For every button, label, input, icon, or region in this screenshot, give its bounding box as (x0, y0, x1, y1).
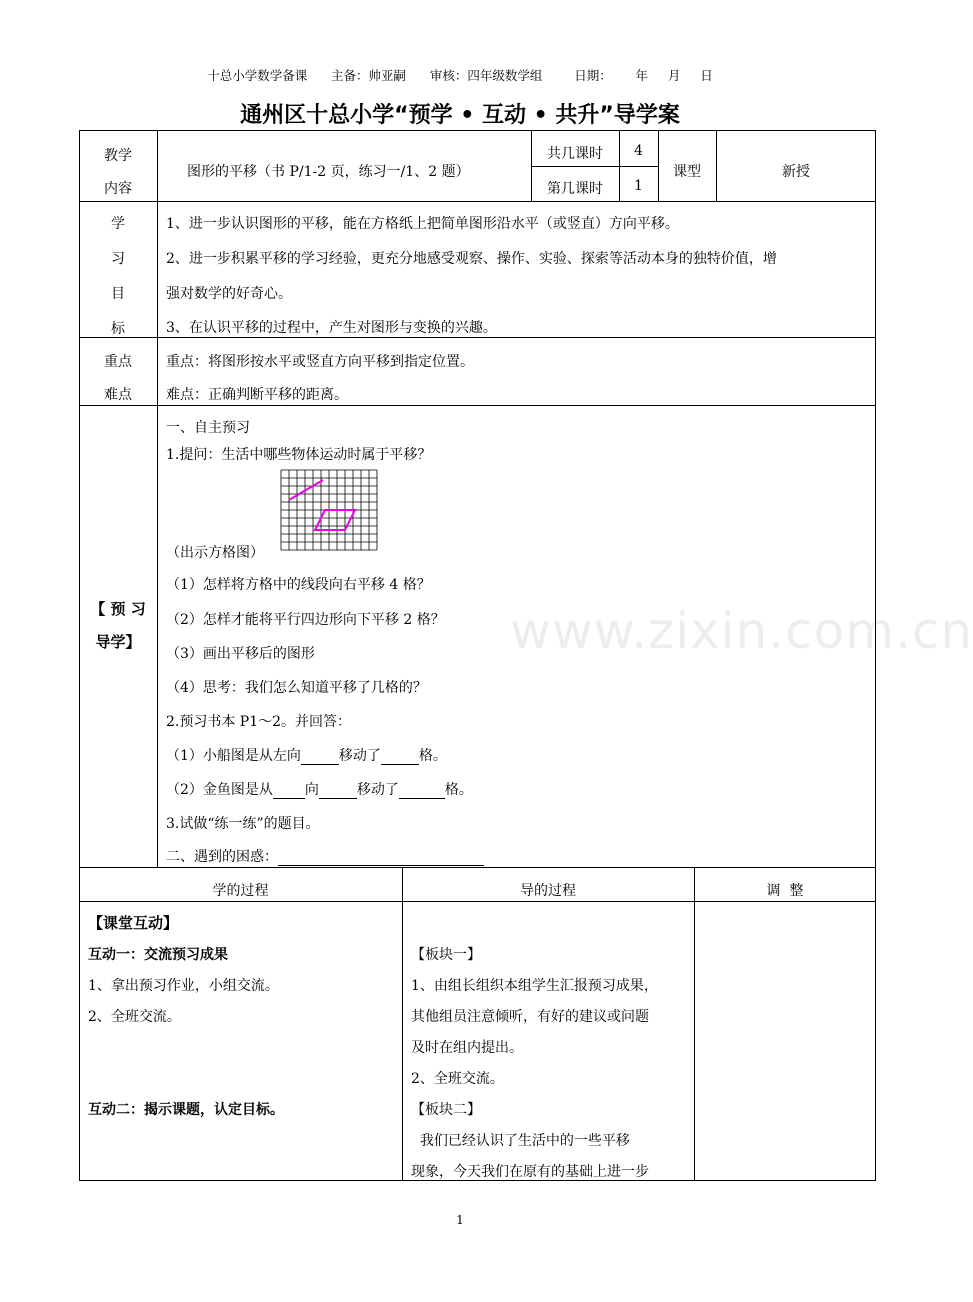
col-learn-header: 学的过程 (212, 883, 269, 899)
preview-heading: 一、自主预习 (166, 420, 250, 436)
watermark: www.zixin.com.cn (510, 602, 973, 660)
guide-block-1-line-1: 1、由组长组织本组学生汇报预习成果， (411, 978, 658, 994)
preview-question-2: 2.预习书本 P1～2。并回答： (166, 714, 352, 730)
lesson-type-label: 课型 (673, 164, 701, 180)
total-periods-value: 4 (634, 143, 643, 159)
interaction-1-item-1: 1、拿出预习作业，小组交流。 (88, 978, 279, 994)
goals-label-1: 学 (111, 216, 125, 232)
interaction-1-item-2: 2、全班交流。 (88, 1009, 181, 1025)
goal-item-1: 1、进一步认识图形的平移，能在方格纸上把简单图形沿水平（或竖直）方向平移。 (166, 216, 679, 232)
page-number: 1 (456, 1213, 464, 1227)
interaction-2-title: 互动二：揭示课题，认定目标。 (88, 1102, 284, 1118)
boat-distance-blank[interactable] (381, 750, 419, 765)
fish-question: （2）金鱼图是从 向 移动了 格。 (166, 782, 473, 798)
col-adjust-header: 调 整 (766, 883, 804, 899)
guide-block-1-line-4: 2、全班交流。 (411, 1071, 504, 1087)
key-label: 重点 (104, 354, 132, 370)
content-label: 教学 (104, 148, 132, 164)
goals-label-4: 标 (111, 321, 125, 337)
difficulty-point: 难点：正确判断平移的距离。 (166, 387, 348, 403)
guide-block-1-line-2: 其他组员注意倾听，有好的建议或问题 (411, 1009, 649, 1025)
goal-item-2-cont: 强对数学的好奇心。 (166, 286, 292, 302)
boat-direction-blank[interactable] (301, 750, 339, 765)
preview-sub-1: （1）怎样将方格中的线段向右平移 4 格？ (166, 577, 431, 593)
goals-label-3: 目 (111, 286, 125, 302)
difficulty-label: 难点 (104, 387, 132, 403)
col-guide-header: 导的过程 (520, 883, 576, 899)
fish-to-blank[interactable] (319, 784, 357, 799)
page-header: 十总小学数学备课 主备：帅亚嗣 审核：四年级数学组 日期： 年 月 日 (207, 68, 713, 83)
goal-item-3: 3、在认识平移的过程中，产生对图形与变换的兴趣。 (166, 320, 497, 336)
fish-from-blank[interactable] (273, 784, 305, 799)
lesson-type-value: 新授 (782, 164, 810, 180)
lesson-content: 图形的平移（书 P/1-2 页，练习一/1、2 题） (187, 164, 470, 180)
puzzle-question: 二、遇到的困惑： (166, 846, 484, 866)
guide-block-2-line-2: 现象，今天我们在原有的基础上进一步 (411, 1164, 649, 1180)
total-periods-label: 共几课时 (547, 146, 603, 162)
guide-block-1: 【板块一】 (411, 947, 481, 963)
preview-sub-2: （2）怎样才能将平行四边形向下平移 2 格？ (166, 612, 445, 628)
puzzle-blank[interactable] (278, 851, 484, 866)
period-index-label: 第几课时 (547, 181, 603, 197)
fish-distance-blank[interactable] (399, 784, 445, 799)
grid-caption: （出示方格图） (166, 545, 264, 561)
preview-question-3: 3.试做“练一练”的题目。 (166, 816, 320, 832)
guide-block-2-line-1: 我们已经认识了生活中的一些平移 (411, 1133, 630, 1149)
preview-question-1: 1.提问：生活中哪些物体运动时属于平移？ (166, 447, 432, 463)
goal-item-2: 2、进一步积累平移的学习经验，更充分地感受观察、操作、实验、探索等活动本身的独特价值，增 (166, 251, 777, 267)
line-segment (289, 480, 323, 500)
page-title: 通州区十总小学“预学 • 互动 • 共升”导学案 (240, 103, 680, 128)
boat-question: （1）小船图是从左向 移动了 格。 (166, 748, 447, 764)
preview-sub-4: （4）思考：我们怎么知道平移了几格的？ (166, 680, 427, 696)
interaction-1-title: 互动一：交流预习成果 (88, 947, 228, 963)
period-index-value: 1 (634, 178, 643, 194)
key-point: 重点：将图形按水平或竖直方向平移到指定位置。 (166, 354, 474, 370)
guide-block-1-line-3: 及时在组内提出。 (411, 1040, 523, 1056)
goals-label-2: 习 (111, 251, 125, 267)
preview-label: 【 预 习 (90, 600, 146, 618)
classroom-title: 【课堂互动】 (88, 914, 179, 932)
guide-block-2: 【板块二】 (411, 1102, 481, 1118)
preview-sub-3: （3）画出平移后的图形 (166, 646, 315, 662)
preview-label-2: 导学】 (95, 633, 141, 651)
grid-figure (281, 470, 377, 554)
content-label-2: 内容 (104, 181, 132, 197)
